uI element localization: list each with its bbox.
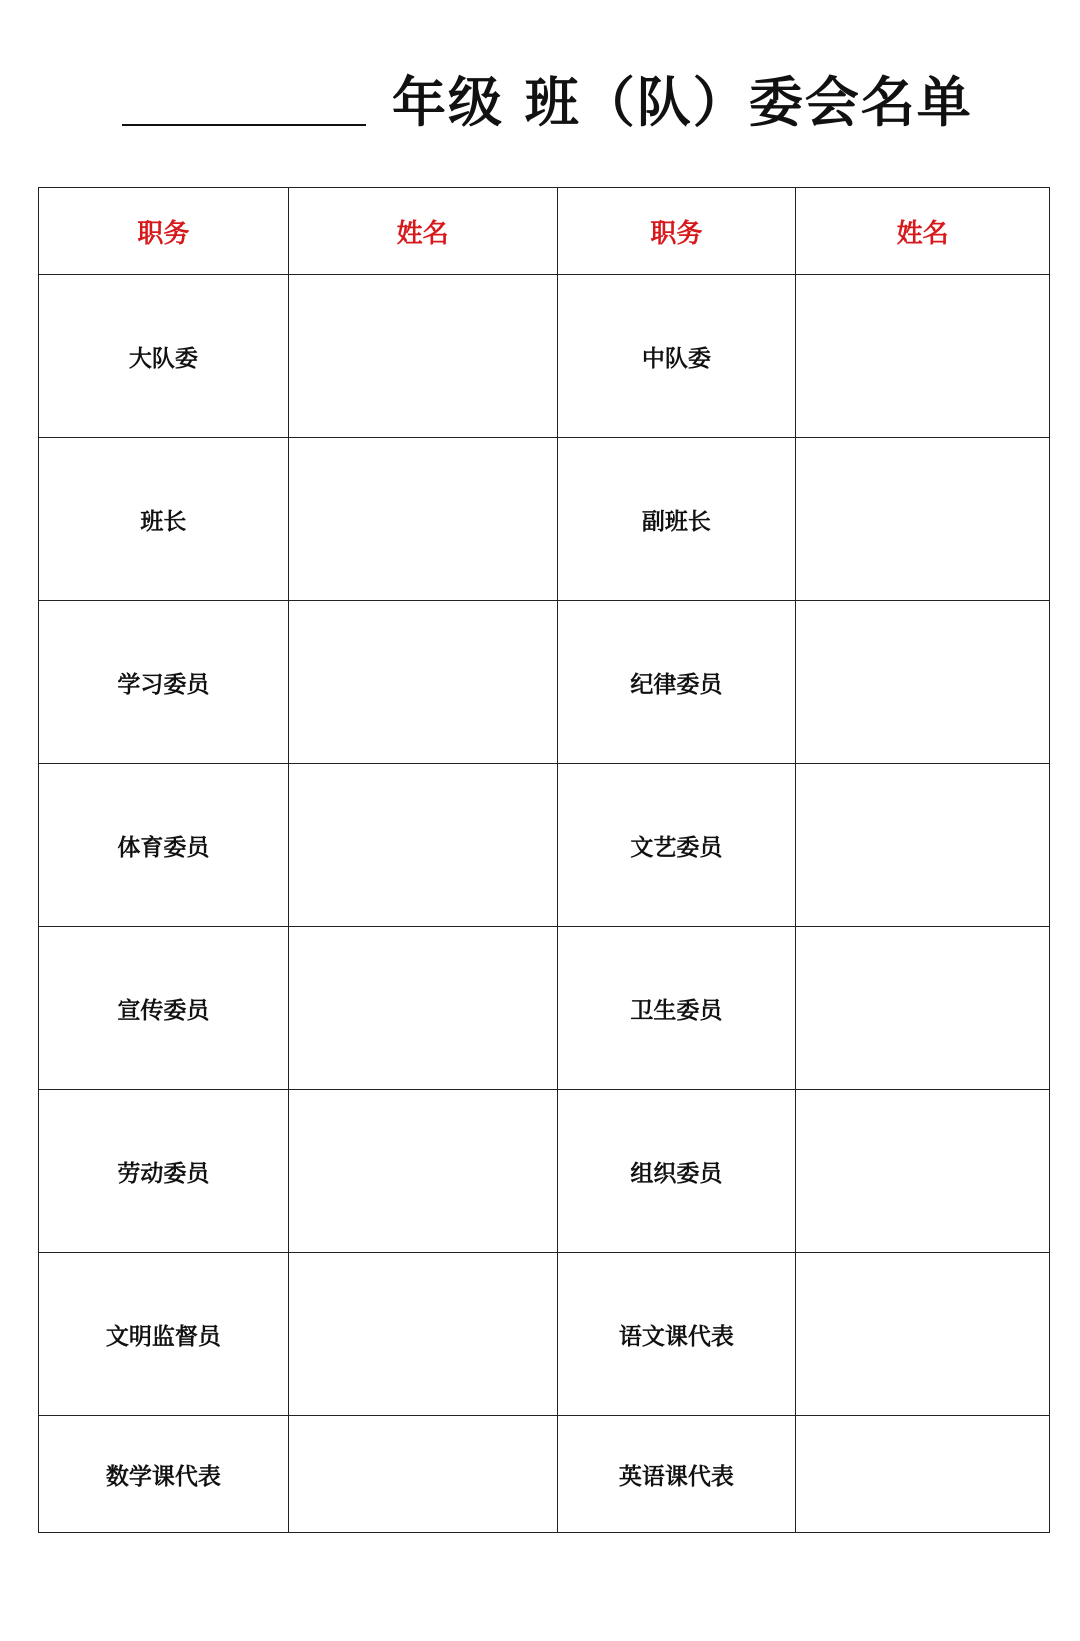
- role-cell: 宣传委员: [39, 927, 289, 1090]
- role-cell: 文明监督员: [39, 1253, 289, 1416]
- table-row: [39, 764, 1050, 927]
- page-title: 年级 班（队）委会名单: [392, 71, 973, 134]
- header-role-left: 职务: [39, 188, 289, 275]
- header-name-left: 姓名: [288, 188, 557, 275]
- name-cell[interactable]: [796, 438, 1050, 601]
- name-cell[interactable]: [796, 601, 1050, 764]
- name-cell[interactable]: [288, 601, 557, 764]
- table-row: [39, 1416, 1050, 1533]
- name-cell[interactable]: [288, 438, 557, 601]
- name-cell[interactable]: [288, 275, 557, 438]
- role-cell: 劳动委员: [39, 1090, 289, 1253]
- header-role-right: 职务: [557, 188, 796, 275]
- name-cell[interactable]: [288, 1090, 557, 1253]
- role-cell: 副班长: [557, 438, 796, 601]
- table-row: [39, 275, 1050, 438]
- title-row: [0, 58, 1080, 158]
- grade-fill-in-line[interactable]: [122, 124, 366, 126]
- role-cell: 卫生委员: [557, 927, 796, 1090]
- name-cell[interactable]: [796, 275, 1050, 438]
- role-cell: 学习委员: [39, 601, 289, 764]
- name-cell[interactable]: [796, 1416, 1050, 1533]
- role-cell: 体育委员: [39, 764, 289, 927]
- role-cell: 大队委: [39, 275, 289, 438]
- name-cell[interactable]: [796, 927, 1050, 1090]
- table-row: [39, 438, 1050, 601]
- table-row: [39, 927, 1050, 1090]
- header-name-right: 姓名: [796, 188, 1050, 275]
- role-cell: 班长: [39, 438, 289, 601]
- table-row: [39, 1090, 1050, 1253]
- committee-roster-table: [38, 187, 1050, 1533]
- role-cell: 语文课代表: [557, 1253, 796, 1416]
- name-cell[interactable]: [288, 927, 557, 1090]
- role-cell: 数学课代表: [39, 1416, 289, 1533]
- name-cell[interactable]: [288, 1416, 557, 1533]
- role-cell: 纪律委员: [557, 601, 796, 764]
- name-cell[interactable]: [288, 1253, 557, 1416]
- name-cell[interactable]: [796, 764, 1050, 927]
- role-cell: 文艺委员: [557, 764, 796, 927]
- table-row: [39, 1253, 1050, 1416]
- role-cell: 中队委: [557, 275, 796, 438]
- table-row: [39, 601, 1050, 764]
- role-cell: 组织委员: [557, 1090, 796, 1253]
- name-cell[interactable]: [288, 764, 557, 927]
- name-cell[interactable]: [796, 1090, 1050, 1253]
- role-cell: 英语课代表: [557, 1416, 796, 1533]
- name-cell[interactable]: [796, 1253, 1050, 1416]
- table-header-row: [39, 188, 1050, 275]
